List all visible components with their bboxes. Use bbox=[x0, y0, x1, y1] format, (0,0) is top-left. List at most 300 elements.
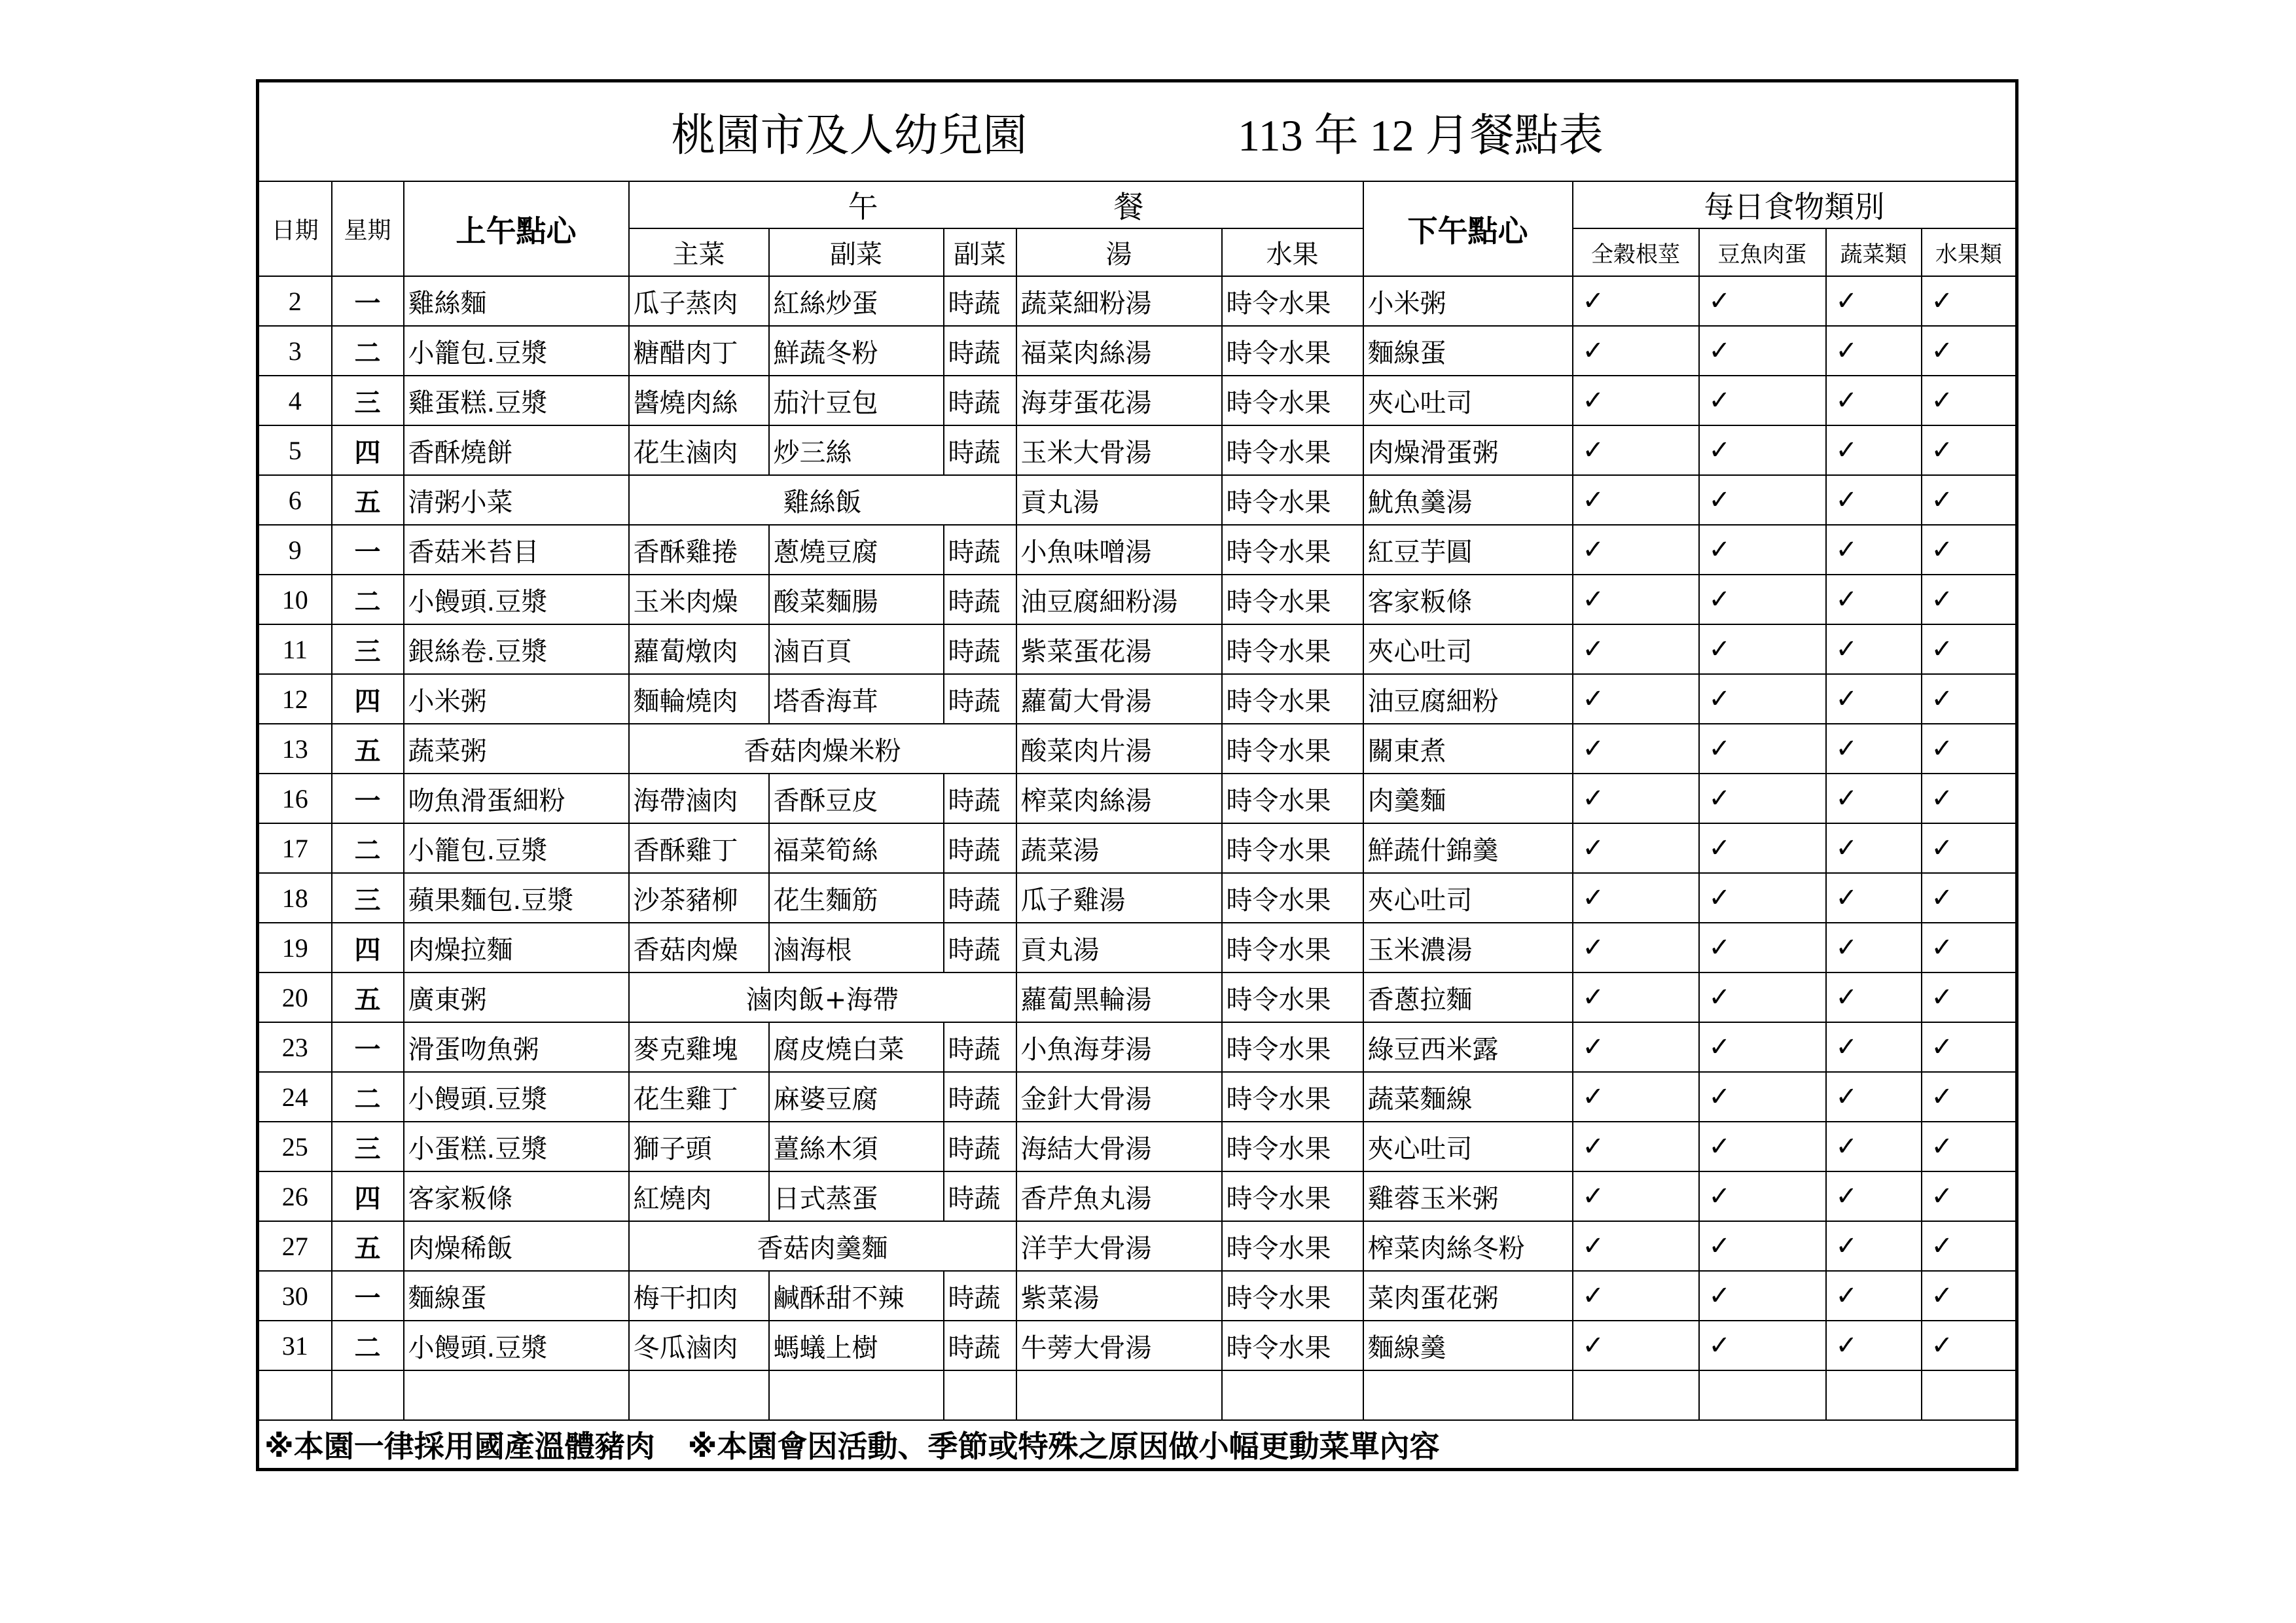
afternoon-snack-cell: 香蔥拉麵 bbox=[1363, 972, 1573, 1022]
check-icon-vegetables: ✓ bbox=[1826, 624, 1922, 674]
check-icon-vegetables: ✓ bbox=[1826, 425, 1922, 475]
weekday-cell: 五 bbox=[332, 724, 404, 774]
table-row bbox=[258, 326, 2017, 376]
afternoon-snack-cell: 關東煮 bbox=[1363, 724, 1573, 774]
weekday-cell: 二 bbox=[332, 823, 404, 873]
date-cell: 23 bbox=[258, 1022, 332, 1072]
morning-snack-cell: 清粥小菜 bbox=[404, 475, 629, 525]
check-icon-vegetables: ✓ bbox=[1826, 823, 1922, 873]
afternoon-snack-cell: 夾心吐司 bbox=[1363, 376, 1573, 425]
main-dish-cell: 香酥雞捲 bbox=[629, 525, 769, 575]
header-lunch-left: 午 bbox=[848, 189, 878, 224]
fruit-cell: 時令水果 bbox=[1222, 425, 1363, 475]
table-row bbox=[258, 1072, 2017, 1122]
check-icon-protein: ✓ bbox=[1699, 1321, 1826, 1370]
fruit-cell: 時令水果 bbox=[1222, 575, 1363, 624]
fruit-cell: 時令水果 bbox=[1222, 326, 1363, 376]
side-dish-2-cell: 時蔬 bbox=[944, 1072, 1016, 1122]
fruit-cell: 時令水果 bbox=[1222, 1072, 1363, 1122]
footer-notes bbox=[258, 1420, 2017, 1470]
header-lunch bbox=[629, 181, 1363, 228]
title-year: 113 bbox=[1238, 110, 1303, 160]
main-dish-cell: 梅干扣肉 bbox=[629, 1271, 769, 1321]
check-icon-fruits: ✓ bbox=[1922, 1171, 2017, 1221]
side-dish-2-cell: 時蔬 bbox=[944, 326, 1016, 376]
morning-snack-cell: 小籠包.豆漿 bbox=[404, 326, 629, 376]
fruit-cell: 時令水果 bbox=[1222, 525, 1363, 575]
table-row bbox=[258, 276, 2017, 326]
table-row bbox=[258, 624, 2017, 674]
check-icon-grains: ✓ bbox=[1573, 823, 1699, 873]
date-cell: 27 bbox=[258, 1221, 332, 1271]
side-dish-1-cell: 腐皮燒白菜 bbox=[769, 1022, 944, 1072]
side-dish-2-cell: 時蔬 bbox=[944, 425, 1016, 475]
afternoon-snack-cell: 綠豆西米露 bbox=[1363, 1022, 1573, 1072]
fruit-cell: 時令水果 bbox=[1222, 624, 1363, 674]
check-icon-fruits: ✓ bbox=[1922, 575, 2017, 624]
afternoon-snack-cell: 夾心吐司 bbox=[1363, 1122, 1573, 1171]
side-dish-2-cell: 時蔬 bbox=[944, 1321, 1016, 1370]
fruit-cell: 時令水果 bbox=[1222, 276, 1363, 326]
soup-cell: 蔬菜湯 bbox=[1016, 823, 1222, 873]
school-name: 桃園市及人幼兒園 bbox=[671, 109, 1028, 162]
side-dish-2-cell: 時蔬 bbox=[944, 1022, 1016, 1072]
side-dish-1-cell: 塔香海茸 bbox=[769, 674, 944, 724]
check-icon-vegetables: ✓ bbox=[1826, 276, 1922, 326]
soup-cell: 紫菜蛋花湯 bbox=[1016, 624, 1222, 674]
check-icon-protein: ✓ bbox=[1699, 525, 1826, 575]
date-cell: 16 bbox=[258, 774, 332, 823]
side-dish-1-cell: 花生麵筋 bbox=[769, 873, 944, 923]
fruit-cell: 時令水果 bbox=[1222, 972, 1363, 1022]
afternoon-snack-cell: 油豆腐細粉 bbox=[1363, 674, 1573, 724]
date-cell: 20 bbox=[258, 972, 332, 1022]
check-icon-protein: ✓ bbox=[1699, 276, 1826, 326]
main-dish-cell: 香菇肉燥 bbox=[629, 923, 769, 972]
morning-snack-cell: 小米粥 bbox=[404, 674, 629, 724]
weekday-cell: 三 bbox=[332, 376, 404, 425]
soup-cell: 香芹魚丸湯 bbox=[1016, 1171, 1222, 1221]
title-month-unit: 月餐點表 bbox=[1425, 109, 1604, 162]
lunch-combined-cell: 香菇肉羹麵 bbox=[629, 1221, 1016, 1271]
header-morning-snack: 上午點心 bbox=[404, 181, 629, 276]
fruit-cell: 時令水果 bbox=[1222, 873, 1363, 923]
header-date: 日期 bbox=[258, 181, 332, 276]
check-icon-vegetables: ✓ bbox=[1826, 575, 1922, 624]
soup-cell: 蘿蔔黑輪湯 bbox=[1016, 972, 1222, 1022]
main-dish-cell: 沙茶豬柳 bbox=[629, 873, 769, 923]
header-main-dish: 主菜 bbox=[629, 228, 769, 276]
check-icon-fruits: ✓ bbox=[1922, 1072, 2017, 1122]
table-row bbox=[258, 1271, 2017, 1321]
side-dish-2-cell: 時蔬 bbox=[944, 923, 1016, 972]
empty-row bbox=[258, 1370, 2017, 1420]
fruit-cell: 時令水果 bbox=[1222, 724, 1363, 774]
menu-body bbox=[258, 276, 2017, 1370]
fruit-cell: 時令水果 bbox=[1222, 823, 1363, 873]
main-dish-cell: 花生滷肉 bbox=[629, 425, 769, 475]
check-icon-fruits: ✓ bbox=[1922, 624, 2017, 674]
check-icon-protein: ✓ bbox=[1699, 724, 1826, 774]
check-icon-grains: ✓ bbox=[1573, 724, 1699, 774]
check-icon-vegetables: ✓ bbox=[1826, 972, 1922, 1022]
morning-snack-cell: 吻魚滑蛋細粉 bbox=[404, 774, 629, 823]
soup-cell: 紫菜湯 bbox=[1016, 1271, 1222, 1321]
table-row bbox=[258, 774, 2017, 823]
table-row bbox=[258, 1171, 2017, 1221]
table-row bbox=[258, 525, 2017, 575]
header-side-dish-2: 副菜 bbox=[944, 228, 1016, 276]
afternoon-snack-cell: 肉燥滑蛋粥 bbox=[1363, 425, 1573, 475]
table-row bbox=[258, 575, 2017, 624]
check-icon-fruits: ✓ bbox=[1922, 724, 2017, 774]
date-cell: 13 bbox=[258, 724, 332, 774]
header-fruits: 水果類 bbox=[1922, 228, 2017, 276]
date-cell: 6 bbox=[258, 475, 332, 525]
table-row bbox=[258, 873, 2017, 923]
weekday-cell: 三 bbox=[332, 873, 404, 923]
check-icon-fruits: ✓ bbox=[1922, 326, 2017, 376]
check-icon-vegetables: ✓ bbox=[1826, 1321, 1922, 1370]
side-dish-1-cell: 日式蒸蛋 bbox=[769, 1171, 944, 1221]
morning-snack-cell: 小饅頭.豆漿 bbox=[404, 575, 629, 624]
soup-cell: 蘿蔔大骨湯 bbox=[1016, 674, 1222, 724]
check-icon-grains: ✓ bbox=[1573, 972, 1699, 1022]
afternoon-snack-cell: 肉羹麵 bbox=[1363, 774, 1573, 823]
morning-snack-cell: 銀絲卷.豆漿 bbox=[404, 624, 629, 674]
check-icon-fruits: ✓ bbox=[1922, 276, 2017, 326]
afternoon-snack-cell: 魷魚羹湯 bbox=[1363, 475, 1573, 525]
check-icon-vegetables: ✓ bbox=[1826, 376, 1922, 425]
afternoon-snack-cell: 客家粄條 bbox=[1363, 575, 1573, 624]
check-icon-protein: ✓ bbox=[1699, 1022, 1826, 1072]
morning-snack-cell: 小饅頭.豆漿 bbox=[404, 1072, 629, 1122]
header-protein: 豆魚肉蛋 bbox=[1699, 228, 1826, 276]
header-fruit: 水果 bbox=[1222, 228, 1363, 276]
fruit-cell: 時令水果 bbox=[1222, 376, 1363, 425]
check-icon-fruits: ✓ bbox=[1922, 1271, 2017, 1321]
weekday-cell: 二 bbox=[332, 575, 404, 624]
main-dish-cell: 醬燒肉絲 bbox=[629, 376, 769, 425]
morning-snack-cell: 雞蛋糕.豆漿 bbox=[404, 376, 629, 425]
check-icon-fruits: ✓ bbox=[1922, 1321, 2017, 1370]
footer-note-changes: ※本園會因活動、季節或特殊之原因做小幅更動菜單內容 bbox=[687, 1429, 1440, 1464]
header-vegetables: 蔬菜類 bbox=[1826, 228, 1922, 276]
afternoon-snack-cell: 麵線蛋 bbox=[1363, 326, 1573, 376]
side-dish-2-cell: 時蔬 bbox=[944, 774, 1016, 823]
table-row bbox=[258, 475, 2017, 525]
afternoon-snack-cell: 夾心吐司 bbox=[1363, 873, 1573, 923]
check-icon-vegetables: ✓ bbox=[1826, 1022, 1922, 1072]
side-dish-2-cell: 時蔬 bbox=[944, 1271, 1016, 1321]
side-dish-1-cell: 麻婆豆腐 bbox=[769, 1072, 944, 1122]
table-row bbox=[258, 674, 2017, 724]
side-dish-1-cell: 茄汁豆包 bbox=[769, 376, 944, 425]
check-icon-fruits: ✓ bbox=[1922, 425, 2017, 475]
check-icon-fruits: ✓ bbox=[1922, 923, 2017, 972]
page-title bbox=[258, 81, 2017, 182]
main-dish-cell: 糖醋肉丁 bbox=[629, 326, 769, 376]
check-icon-fruits: ✓ bbox=[1922, 1221, 2017, 1271]
check-icon-vegetables: ✓ bbox=[1826, 923, 1922, 972]
fruit-cell: 時令水果 bbox=[1222, 774, 1363, 823]
fruit-cell: 時令水果 bbox=[1222, 475, 1363, 525]
soup-cell: 玉米大骨湯 bbox=[1016, 425, 1222, 475]
morning-snack-cell: 蘋果麵包.豆漿 bbox=[404, 873, 629, 923]
afternoon-snack-cell: 麵線羹 bbox=[1363, 1321, 1573, 1370]
weekday-cell: 一 bbox=[332, 1022, 404, 1072]
afternoon-snack-cell: 夾心吐司 bbox=[1363, 624, 1573, 674]
check-icon-protein: ✓ bbox=[1699, 823, 1826, 873]
soup-cell: 小魚味噌湯 bbox=[1016, 525, 1222, 575]
check-icon-protein: ✓ bbox=[1699, 1072, 1826, 1122]
table-row bbox=[258, 1321, 2017, 1370]
check-icon-grains: ✓ bbox=[1573, 674, 1699, 724]
afternoon-snack-cell: 雞蓉玉米粥 bbox=[1363, 1171, 1573, 1221]
check-icon-protein: ✓ bbox=[1699, 774, 1826, 823]
side-dish-1-cell: 滷百頁 bbox=[769, 624, 944, 674]
soup-cell: 酸菜肉片湯 bbox=[1016, 724, 1222, 774]
fruit-cell: 時令水果 bbox=[1222, 1221, 1363, 1271]
side-dish-2-cell: 時蔬 bbox=[944, 525, 1016, 575]
check-icon-protein: ✓ bbox=[1699, 624, 1826, 674]
check-icon-fruits: ✓ bbox=[1922, 972, 2017, 1022]
date-cell: 4 bbox=[258, 376, 332, 425]
weekday-cell: 四 bbox=[332, 674, 404, 724]
side-dish-2-cell: 時蔬 bbox=[944, 1122, 1016, 1171]
side-dish-2-cell: 時蔬 bbox=[944, 1171, 1016, 1221]
lunch-combined-cell: 雞絲飯 bbox=[629, 475, 1016, 525]
table-row bbox=[258, 1122, 2017, 1171]
check-icon-grains: ✓ bbox=[1573, 1221, 1699, 1271]
side-dish-2-cell: 時蔬 bbox=[944, 873, 1016, 923]
check-icon-grains: ✓ bbox=[1573, 1271, 1699, 1321]
weekday-cell: 四 bbox=[332, 425, 404, 475]
side-dish-1-cell: 酸菜麵腸 bbox=[769, 575, 944, 624]
check-icon-protein: ✓ bbox=[1699, 972, 1826, 1022]
date-cell: 31 bbox=[258, 1321, 332, 1370]
check-icon-protein: ✓ bbox=[1699, 1271, 1826, 1321]
check-icon-protein: ✓ bbox=[1699, 376, 1826, 425]
check-icon-fruits: ✓ bbox=[1922, 873, 2017, 923]
title-year-unit: 年 bbox=[1314, 109, 1359, 162]
main-dish-cell: 香酥雞丁 bbox=[629, 823, 769, 873]
check-icon-grains: ✓ bbox=[1573, 525, 1699, 575]
morning-snack-cell: 小籠包.豆漿 bbox=[404, 823, 629, 873]
side-dish-1-cell: 薑絲木須 bbox=[769, 1122, 944, 1171]
check-icon-grains: ✓ bbox=[1573, 1122, 1699, 1171]
soup-cell: 蔬菜細粉湯 bbox=[1016, 276, 1222, 326]
date-cell: 3 bbox=[258, 326, 332, 376]
morning-snack-cell: 客家粄條 bbox=[404, 1171, 629, 1221]
side-dish-2-cell: 時蔬 bbox=[944, 575, 1016, 624]
date-cell: 10 bbox=[258, 575, 332, 624]
check-icon-vegetables: ✓ bbox=[1826, 525, 1922, 575]
header-afternoon-snack: 下午點心 bbox=[1363, 181, 1573, 276]
weekday-cell: 五 bbox=[332, 1221, 404, 1271]
lunch-combined-cell: 滷肉飯+海帶 bbox=[629, 972, 1016, 1022]
check-icon-fruits: ✓ bbox=[1922, 674, 2017, 724]
check-icon-fruits: ✓ bbox=[1922, 774, 2017, 823]
date-cell: 2 bbox=[258, 276, 332, 326]
check-icon-grains: ✓ bbox=[1573, 425, 1699, 475]
morning-snack-cell: 小饅頭.豆漿 bbox=[404, 1321, 629, 1370]
check-icon-vegetables: ✓ bbox=[1826, 873, 1922, 923]
morning-snack-cell: 蔬菜粥 bbox=[404, 724, 629, 774]
weekday-cell: 四 bbox=[332, 923, 404, 972]
header-weekday: 星期 bbox=[332, 181, 404, 276]
check-icon-vegetables: ✓ bbox=[1826, 774, 1922, 823]
weekday-cell: 四 bbox=[332, 1171, 404, 1221]
check-icon-grains: ✓ bbox=[1573, 873, 1699, 923]
weekday-cell: 二 bbox=[332, 326, 404, 376]
check-icon-protein: ✓ bbox=[1699, 873, 1826, 923]
check-icon-fruits: ✓ bbox=[1922, 1122, 2017, 1171]
menu-table bbox=[256, 79, 2018, 1471]
fruit-cell: 時令水果 bbox=[1222, 923, 1363, 972]
soup-cell: 海芽蛋花湯 bbox=[1016, 376, 1222, 425]
morning-snack-cell: 肉燥稀飯 bbox=[404, 1221, 629, 1271]
check-icon-protein: ✓ bbox=[1699, 475, 1826, 525]
check-icon-protein: ✓ bbox=[1699, 575, 1826, 624]
check-icon-fruits: ✓ bbox=[1922, 475, 2017, 525]
date-cell: 9 bbox=[258, 525, 332, 575]
weekday-cell: 一 bbox=[332, 525, 404, 575]
check-icon-vegetables: ✓ bbox=[1826, 1221, 1922, 1271]
afternoon-snack-cell: 蔬菜麵線 bbox=[1363, 1072, 1573, 1122]
header-side-dish-1: 副菜 bbox=[769, 228, 944, 276]
soup-cell: 牛蒡大骨湯 bbox=[1016, 1321, 1222, 1370]
main-dish-cell: 紅燒肉 bbox=[629, 1171, 769, 1221]
side-dish-2-cell: 時蔬 bbox=[944, 823, 1016, 873]
weekday-cell: 二 bbox=[332, 1072, 404, 1122]
soup-cell: 榨菜肉絲湯 bbox=[1016, 774, 1222, 823]
check-icon-vegetables: ✓ bbox=[1826, 326, 1922, 376]
check-icon-fruits: ✓ bbox=[1922, 1022, 2017, 1072]
date-cell: 18 bbox=[258, 873, 332, 923]
soup-cell: 瓜子雞湯 bbox=[1016, 873, 1222, 923]
header-grains: 全穀根莖 bbox=[1573, 228, 1699, 276]
date-cell: 25 bbox=[258, 1122, 332, 1171]
weekday-cell: 一 bbox=[332, 774, 404, 823]
afternoon-snack-cell: 鮮蔬什錦羹 bbox=[1363, 823, 1573, 873]
table-row bbox=[258, 425, 2017, 475]
side-dish-1-cell: 紅絲炒蛋 bbox=[769, 276, 944, 326]
fruit-cell: 時令水果 bbox=[1222, 674, 1363, 724]
side-dish-1-cell: 鮮蔬冬粉 bbox=[769, 326, 944, 376]
fruit-cell: 時令水果 bbox=[1222, 1321, 1363, 1370]
morning-snack-cell: 廣東粥 bbox=[404, 972, 629, 1022]
side-dish-2-cell: 時蔬 bbox=[944, 376, 1016, 425]
check-icon-vegetables: ✓ bbox=[1826, 1122, 1922, 1171]
check-icon-vegetables: ✓ bbox=[1826, 475, 1922, 525]
main-dish-cell: 玉米肉燥 bbox=[629, 575, 769, 624]
table-row bbox=[258, 724, 2017, 774]
side-dish-2-cell: 時蔬 bbox=[944, 674, 1016, 724]
check-icon-protein: ✓ bbox=[1699, 1122, 1826, 1171]
date-cell: 19 bbox=[258, 923, 332, 972]
check-icon-vegetables: ✓ bbox=[1826, 1271, 1922, 1321]
weekday-cell: 三 bbox=[332, 1122, 404, 1171]
check-icon-fruits: ✓ bbox=[1922, 525, 2017, 575]
date-cell: 24 bbox=[258, 1072, 332, 1122]
table-row bbox=[258, 823, 2017, 873]
check-icon-grains: ✓ bbox=[1573, 774, 1699, 823]
side-dish-1-cell: 福菜筍絲 bbox=[769, 823, 944, 873]
check-icon-grains: ✓ bbox=[1573, 376, 1699, 425]
afternoon-snack-cell: 榨菜肉絲冬粉 bbox=[1363, 1221, 1573, 1271]
weekday-cell: 三 bbox=[332, 624, 404, 674]
side-dish-1-cell: 蔥燒豆腐 bbox=[769, 525, 944, 575]
morning-snack-cell: 肉燥拉麵 bbox=[404, 923, 629, 972]
side-dish-2-cell: 時蔬 bbox=[944, 624, 1016, 674]
check-icon-protein: ✓ bbox=[1699, 674, 1826, 724]
fruit-cell: 時令水果 bbox=[1222, 1271, 1363, 1321]
header-food-groups: 每日食物類別 bbox=[1573, 181, 2017, 228]
check-icon-vegetables: ✓ bbox=[1826, 1171, 1922, 1221]
date-cell: 11 bbox=[258, 624, 332, 674]
header-lunch-right: 餐 bbox=[1113, 189, 1144, 224]
check-icon-grains: ✓ bbox=[1573, 276, 1699, 326]
weekday-cell: 五 bbox=[332, 972, 404, 1022]
check-icon-fruits: ✓ bbox=[1922, 823, 2017, 873]
check-icon-vegetables: ✓ bbox=[1826, 674, 1922, 724]
fruit-cell: 時令水果 bbox=[1222, 1122, 1363, 1171]
soup-cell: 洋芋大骨湯 bbox=[1016, 1221, 1222, 1271]
morning-snack-cell: 麵線蛋 bbox=[404, 1271, 629, 1321]
date-cell: 5 bbox=[258, 425, 332, 475]
check-icon-protein: ✓ bbox=[1699, 326, 1826, 376]
check-icon-protein: ✓ bbox=[1699, 923, 1826, 972]
afternoon-snack-cell: 小米粥 bbox=[1363, 276, 1573, 326]
main-dish-cell: 麥克雞塊 bbox=[629, 1022, 769, 1072]
side-dish-1-cell: 滷海根 bbox=[769, 923, 944, 972]
date-cell: 12 bbox=[258, 674, 332, 724]
weekday-cell: 二 bbox=[332, 1321, 404, 1370]
weekday-cell: 一 bbox=[332, 276, 404, 326]
soup-cell: 福菜肉絲湯 bbox=[1016, 326, 1222, 376]
title-month: 12 bbox=[1369, 110, 1414, 160]
check-icon-grains: ✓ bbox=[1573, 624, 1699, 674]
table-row bbox=[258, 923, 2017, 972]
check-icon-protein: ✓ bbox=[1699, 1171, 1826, 1221]
fruit-cell: 時令水果 bbox=[1222, 1171, 1363, 1221]
check-icon-grains: ✓ bbox=[1573, 1321, 1699, 1370]
side-dish-1-cell: 香酥豆皮 bbox=[769, 774, 944, 823]
weekday-cell: 五 bbox=[332, 475, 404, 525]
table-row bbox=[258, 1221, 2017, 1271]
soup-cell: 小魚海芽湯 bbox=[1016, 1022, 1222, 1072]
check-icon-protein: ✓ bbox=[1699, 1221, 1826, 1271]
check-icon-vegetables: ✓ bbox=[1826, 1072, 1922, 1122]
check-icon-grains: ✓ bbox=[1573, 923, 1699, 972]
check-icon-grains: ✓ bbox=[1573, 326, 1699, 376]
check-icon-grains: ✓ bbox=[1573, 1171, 1699, 1221]
check-icon-protein: ✓ bbox=[1699, 425, 1826, 475]
date-cell: 17 bbox=[258, 823, 332, 873]
header-soup: 湯 bbox=[1016, 228, 1222, 276]
side-dish-2-cell: 時蔬 bbox=[944, 276, 1016, 326]
soup-cell: 貢丸湯 bbox=[1016, 923, 1222, 972]
main-dish-cell: 蘿蔔燉肉 bbox=[629, 624, 769, 674]
side-dish-1-cell: 螞蟻上樹 bbox=[769, 1321, 944, 1370]
menu-month-title bbox=[1238, 100, 1604, 164]
side-dish-1-cell: 鹹酥甜不辣 bbox=[769, 1271, 944, 1321]
date-cell: 30 bbox=[258, 1271, 332, 1321]
weekday-cell: 一 bbox=[332, 1271, 404, 1321]
main-dish-cell: 冬瓜滷肉 bbox=[629, 1321, 769, 1370]
morning-snack-cell: 香菇米苔目 bbox=[404, 525, 629, 575]
